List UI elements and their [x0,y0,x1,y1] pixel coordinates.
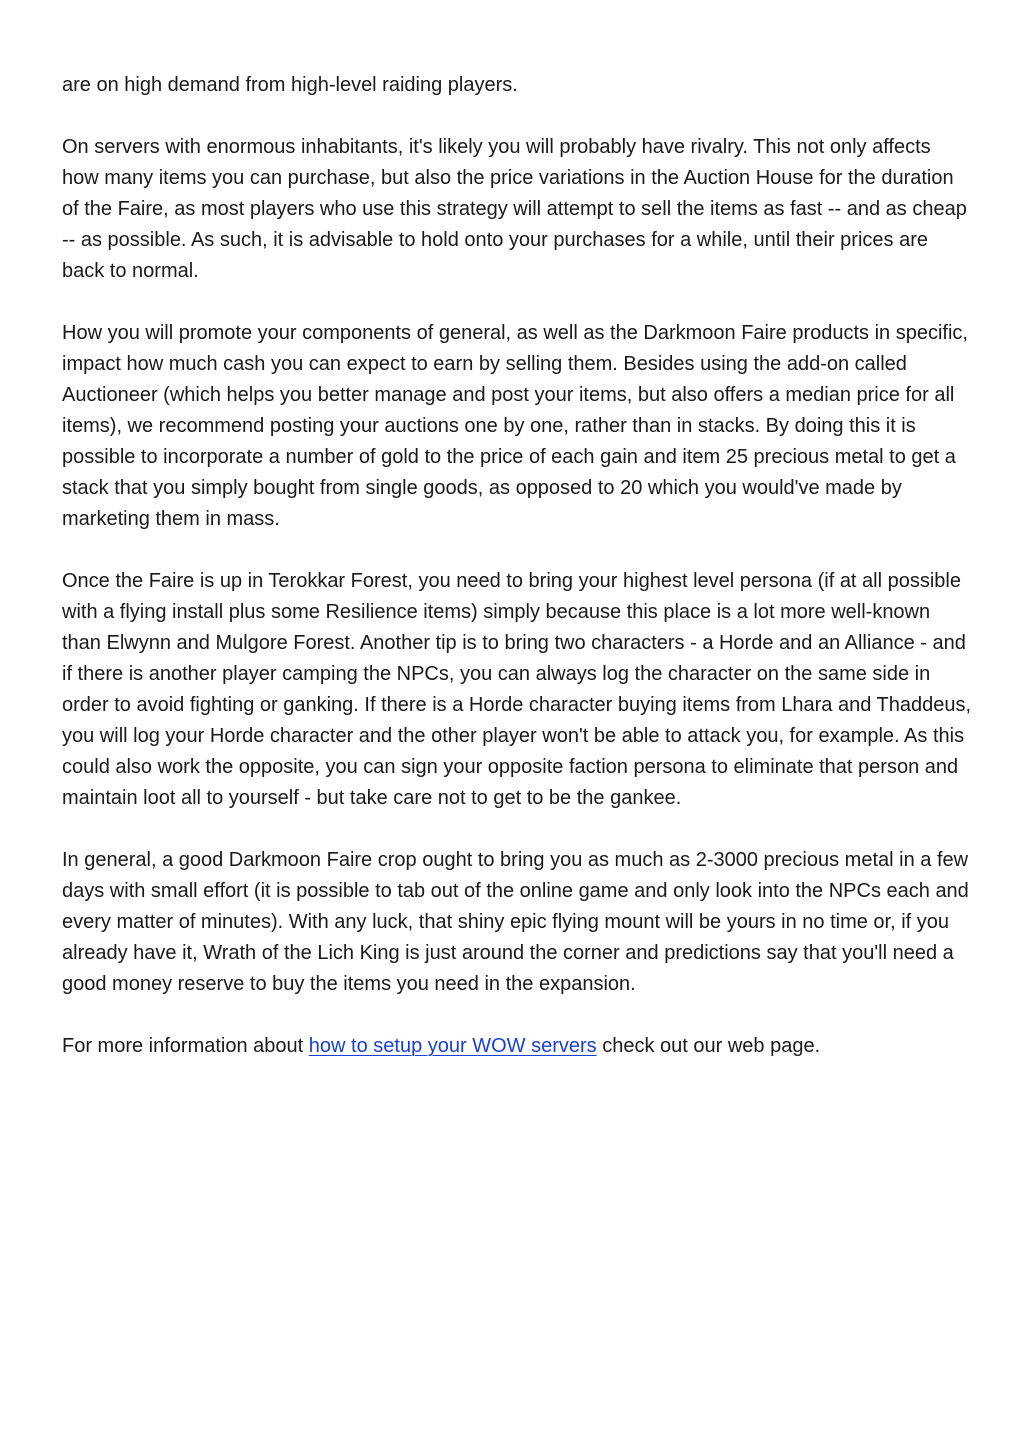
closing-text-before-link: For more information about [62,1035,309,1057]
wow-servers-link[interactable]: how to setup your WOW servers [308,1035,597,1057]
paragraph-4: Once the Faire is up in Terokkar Forest, you need to bring your highest level persona (if at all possible with a flying install plus some Resilience items) simply because this place is a lot more well-known than Elwynn and Mulgore Forest. Another tip is to bring two characters - a Horde and an Alliance - and if there is another player camping the NPCs, you can always log the character on the same side in order to avoid fighting or ganking. If there is a Horde character buying items from Lhara and Thaddeus, you will log your Horde character and the other player won't be able to attack you, for example. As this could also work the opposite, you can sign your opposite faction persona to eliminate that person and maintain loot all to yourself - but take care not to get to be the gankee. [62,570,972,809]
paragraph-5: In general, a good Darkmoon Faire crop ought to bring you as much as 2-3000 precious metal in a few days with small effort (it is possible to tab out of the online game and only look into the NPCs each and every matter of minutes). With any luck, that shiny epic flying mount will be yours in no time or, if you already have it, Wrath of the Lich King is just around the corner and predictions say that you'll need a good money reserve to buy the items you need in the expansion. [62,849,969,995]
paragraph-3: How you will promote your components of general, as well as the Darkmoon Faire products in specific, impact how much cash you can expect to earn by selling them. Besides using the add-on called Auctioneer (which helps you better manage and post your items, but also offers a median price for all items), we recommend posting your auctions one by one, rather than in stacks. By doing this it is possible to incorporate a number of gold to the price of each gain and item 25 precious metal to get a stack that you simply bought from single goods, as opposed to 20 which you would've made by marketing them in mass. [62,322,968,530]
paragraph-1: are on high demand from high-level raiding players. [62,74,518,96]
closing-text-after-link: check out our web page. [596,1035,821,1057]
paragraph-2: On servers with enormous inhabitants, it's likely you will probably have rivalry. This not only affects how many items you can purchase, but also the price variations in the Auction House for the duration of the Faire, as most players who use this strategy will attempt to sell the items as fast -- and as cheap -- as possible. As such, it is advisable to hold onto your purchases for a while, until their prices are back to normal. [62,136,967,282]
document-body [62,70,972,1093]
closing-paragraph [62,1031,972,1062]
